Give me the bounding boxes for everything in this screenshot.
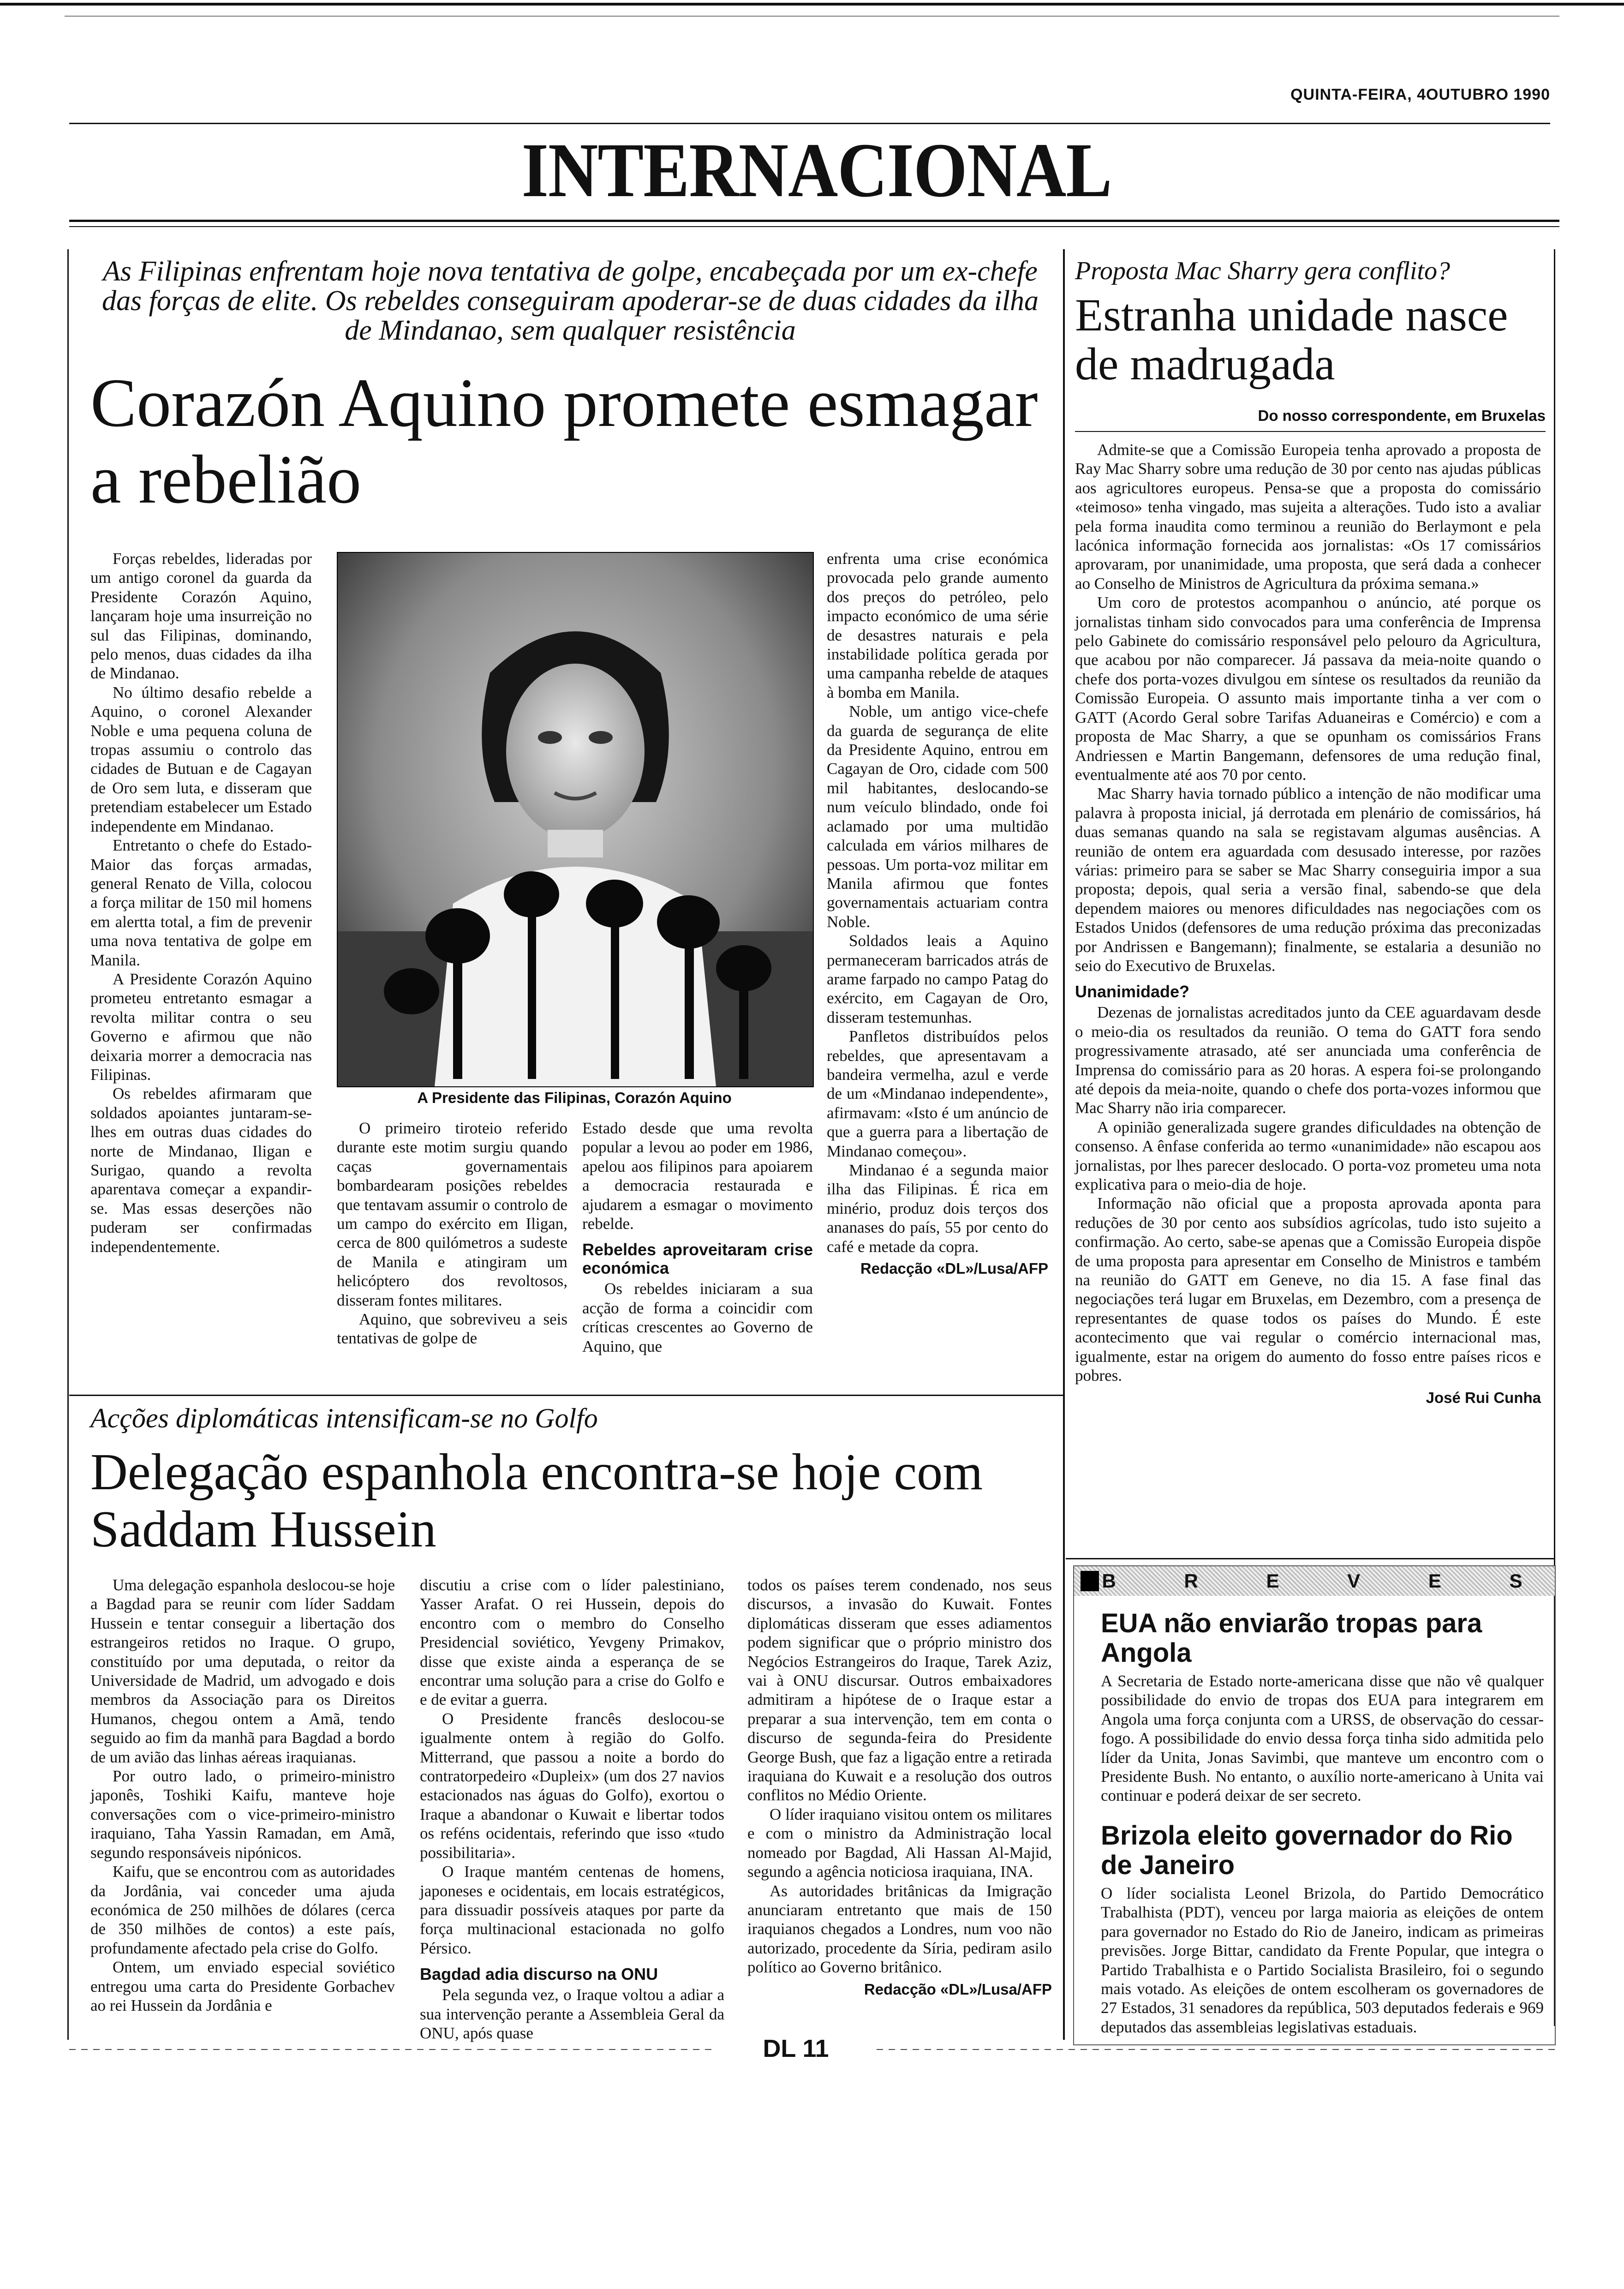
right-bottom-rule: [1066, 1558, 1555, 1559]
second-headline: Delegação espanhola encontra-se hoje com Saddam Hussein: [90, 1444, 983, 1558]
paragraph: Kaifu, que se encontrou com as autoridades da Jordânia, vai conceder uma ajuda económica de 250 milhões de dólares (cerca de 350 milhões de contos) a este país, profundamente afectado pela crise do Golfo.: [90, 1863, 395, 1957]
breves-item: [1101, 1821, 1544, 2037]
paragraph: Noble, um antigo vice-chefe da guarda de segurança de elite da Presidente Aquino, entrou em Cagayan de Oro, cidade com 500 mil habitantes, deslocando-se num veículo blindado, onde foi aclamado por uma multidão calculada em vários milhares de pessoas. Um porta-voz militar em Manila afirmou que fontes governamentais actuariam contra Noble.: [827, 702, 1048, 931]
paragraph: Pela segunda vez, o Iraque voltou a adiar a sua intervenção perante a Assembleia Geral da ONU, após quase: [420, 1986, 724, 2042]
second-column-2: [420, 1576, 724, 2043]
lead-bottom-rule: [69, 1395, 1064, 1396]
brief-title: EUA não enviarão tropas para Angola: [1101, 1608, 1482, 1668]
paragraph: O primeiro tiroteio referido durante este motim surgiu quando caças governamentais bombardearam posições rebeldes que tentavam assumir o controlo de um campo do exército em Iligan, cerca de 800 quilómetros a sudeste de Manila e atingiram um helicóptero dos revoltosos, disseram fontes militares.: [337, 1119, 567, 1309]
right-kicker: Proposta Mac Sharry gera conflito?: [1075, 257, 1450, 285]
brief-text: A Secretaria de Estado norte-americana disse que não vê qualquer possibilidade do envio de tropas dos EUA para integrarem em Angola uma força conjunta com a URSS, de observação do cessar-fogo. A possibilidade do envio dessa força tinha sido admitida pelo líder da Unita, Jonas Savimbi, que manteve um encontro com o Presidente Bush. No entanto, o auxílio norte-americano à Unita vai continuar e poderá deixar de ser secreto.: [1101, 1672, 1544, 1805]
left-border: [67, 249, 69, 2040]
paragraph: A opinião generalizada sugere grandes dificuldades na obtenção de consenso. A ênfase conferida ao termo «unanimidade» não escapou aos jornalistas, por lhes parecer deslocado. O porta-voz prometeu uma nota explicativa para o meio-dia de hoje.: [1075, 1118, 1541, 1194]
brief-text: O líder socialista Leonel Brizola, do Partido Democrático Trabalhista (PDT), venceu por larga maioria as eleições de ontem para governador no Estado do Rio de Janeiro, indicam as primeiras previsões. Jorge Bittar, candidato da Frente Popular, que integra o Partido Trabalhista e o Partido Socialista Brasileiro, foi o segundo mais votado. As eleições de ontem escolheram os governadores de 27 Estados, 31 senadores da república, 503 deputados federais e 969 deputados das assembleias legislativas estaduais.: [1101, 1884, 1544, 2036]
aquino-photo-image: [338, 553, 813, 1086]
section-rule-top: [69, 220, 1559, 222]
paragraph: As autoridades britânicas da Imigração anunciaram entretanto que mais de 150 iraquianos chegados a Londres, num voo não autorizado, procedente da Síria, pediram asilo político ao Governo britânico.: [747, 1882, 1052, 1977]
paragraph: Ontem, um enviado especial soviético entregou uma carta do Presidente Gorbachev ao rei Hussein da Jordânia e: [90, 1958, 395, 2014]
right-byline: Do nosso correspondente, em Bruxelas: [1258, 407, 1546, 424]
breves-banner: [1074, 1566, 1555, 1596]
paragraph: Panfletos distribuídos pelos rebeldes, que apresentavam a bandeira vermelha, azul e verde de um «Mindanao independente», afirmavam: «Isto é um anúncio de que a guerra para a libertação de Mindanao começou».: [827, 1027, 1048, 1160]
header-rule: [69, 123, 1550, 124]
section-title: INTERNACIONAL: [521, 127, 1112, 213]
aquino-photo: [337, 552, 814, 1087]
breves-box: [1073, 1565, 1556, 2045]
paragraph: Informação não oficial que a proposta aprovada aponta para reduções de 30 por cento aos subsídios agrícolas, tudo isto sujeito a confirmação. Ao certo, sabe-se apenas que a Comissão Europeia dispõe de uma proposta para apresentar em Conselho de Ministros e também na reunião do GATT em Geneve, no dia 15. A fase final das negociações terá lugar em Bruxelas, em Dezembro, com a presença de representantes de quase todos os países do Mundo. É este acontecimento que vai regular o comércio internacional mas, igualmente, estar na origem do aumento do fosso entre países ricos e pobres.: [1075, 1194, 1541, 1385]
paragraph: Entretanto o chefe do Estado-Maior das forças armadas, general Renato de Villa, colocou a força militar de 150 mil homens em alertta total, a fim de prevenir uma nova tentativa de golpe em Manila.: [90, 836, 312, 969]
breves-label: B R E V E S: [1102, 1570, 1554, 1592]
lead-column-1: [90, 549, 312, 1256]
lead-column-4: [827, 549, 1048, 1278]
second-subhead: Bagdad adia discurso na ONU: [420, 1965, 658, 1984]
top-rule: [0, 3, 1624, 6]
breves-item: [1101, 1609, 1544, 1805]
header-date: QUINTA-FEIRA, 4OUTUBRO 1990: [1290, 86, 1550, 103]
paragraph: discutiu a crise com o líder palestiniano, Yasser Arafat. O rei Hussein, depois do encontro com o membro do Conselho Presidencial soviético, Yevgeny Primakov, disse que existe ainda a esperança de se encontrar uma solução para a crise do Golfo e e de evitar a guerra.: [420, 1576, 724, 1709]
photo-caption: A Presidente das Filipinas, Corazón Aquino: [417, 1089, 732, 1106]
lead-kicker: As Filipinas enfrentam hoje nova tentativa de golpe, encabeçada por um ex-chefe das forças de elite. Os rebeldes conseguiram apoderar-se de duas cidades da ilha de Mindanao, sem qualquer resistência: [102, 256, 1039, 346]
footer-rule-left: [69, 2049, 715, 2050]
second-kicker: Acções diplomáticas intensificam-se no Golfo: [90, 1403, 598, 1433]
paragraph: todos os países terem condenado, nos seus discursos, a invasão do Kuwait. Fontes diplomáticas disseram que esses adiamentos podem significar que o próprio ministro dos Negócios Estrangeiros do Iraque, Tarek Aziz, vai à ONU discursar. Outros embaixadores admitiram a hipótese de o Iraque estar a preparar a sua intervenção, tem em conta o discurso de segunda-feira do Presidente George Bush, que faz a ligação entre a retirada iraquiana do Kuwait e a resolução dos outros conflitos no Médio Oriente.: [747, 1576, 1052, 1804]
breves-marker: [1081, 1571, 1099, 1591]
lead-column-2: [337, 1119, 567, 1348]
right-author: José Rui Cunha: [1426, 1389, 1541, 1406]
paragraph: Mac Sharry havia tornado público a intenção de não modificar uma palavra à proposta inicial, já derrotada em plenário de comissários, há duas semanas quando na sala se registavam algumas ausências. A reunião de ontem era aguardada com desusado interesse, por razões várias: primeiro para se saber se Mac Sharry conseguiria impor a sua proposta; depois, qual seria a versão final, sabendo-se que dela dependem maiores ou menores dificuldades nas negociações com os Estados Unidos (defensores de uma redução próxima das preconizadas por Andrissen e Bangemann); finalmente, se estalaria a desunião no seio do Executivo de Bruxelas.: [1075, 785, 1541, 975]
paragraph: Um coro de protestos acompanhou o anúncio, até porque os jornalistas tinham sido convocados para uma conferência de Imprensa pelo Gabinete do comissário responsável pelo pelouro da Agricultura, que acabou por não comparecer. Já passava da meia-noite quando o chefe dos porta-vozes divulgou em síntese os resultados da reunião da Comissão Europeia. O assunto mais importante tinha a ver com o GATT (Acordo Geral sobre Tarifas Aduaneiras e Comércio) e com a proposta de Mac Sharry, a que se opunham os comissários Frans Andriessen e Martin Bangemann, defensores de uma redução final, eventualmente até aos 70 por cento.: [1075, 593, 1541, 784]
paragraph: A Presidente Corazón Aquino prometeu entretanto esmagar a revolta militar contra o seu Governo e afirmou que não deixaria morrer a democracia nas Filipinas.: [90, 970, 312, 1084]
section-rule-bottom: [69, 226, 1559, 227]
right-byline-rule: [1075, 431, 1546, 432]
lead-subhead: Rebeldes aproveitaram crise económica: [582, 1240, 813, 1278]
second-column-3: [747, 1576, 1052, 1999]
paragraph: Dezenas de jornalistas acreditados junto da CEE aguardavam desde o meio-dia os resultados da reunião. O tema do GATT fora sendo progressivamente atrasado, até ser anunciada uma conferência de Imprensa do comissário para as 20 horas. A espera foi-se prolongando até depois da meia-noite, quando o chefe dos porta-vozes informou que Mac Sharry não iria comparecer.: [1075, 1003, 1541, 1117]
paragraph: O líder iraquiano visitou ontem os militares e com o ministro da Administração local nomeado por Bagdad, Ali Hassan Al-Majid, segundo a agência noticiosa iraquiana, INA.: [747, 1805, 1052, 1881]
lead-column-3: [582, 1119, 813, 1356]
second-column-1: [90, 1576, 395, 2015]
paragraph: No último desafio rebelde a Aquino, o coronel Alexander Noble e uma pequena coluna de tropas assumiu o controlo das cidades de Butuan e de Cagayan de Oro sem luta, e disseram que pretendiam estabelecer um Estado independente em Mindanao.: [90, 683, 312, 835]
lead-credit: Redacção «DL»/Lusa/AFP: [860, 1260, 1048, 1277]
brief-title: Brizola eleito governador do Rio de Janeiro: [1101, 1821, 1513, 1880]
right-subhead: Unanimidade?: [1075, 982, 1190, 1001]
paragraph: O Presidente francês deslocou-se igualmente ontem à região do Golfo. Mitterrand, que passou a noite a bordo do contratorpedeiro «Dupleix» (um dos 27 navios estacionados nas águas do Golfo), exortou o Iraque a abandonar o Kuwait e libertar todos os reféns ocidentais, referindo que isso «tudo possibilitaria».: [420, 1709, 724, 1862]
lead-headline: Corazón Aquino promete esmagar a rebelião: [90, 365, 1038, 518]
right-headline: Estranha unidade nasce de madrugada: [1075, 289, 1508, 389]
paragraph: Admite-se que a Comissão Europeia tenha aprovado a proposta de Ray Mac Sharry sobre uma redução de 30 por cento nas ajudas públicas aos agricultores europeus. Pensa-se que a proposta do comissário «teimoso» tenha vingado, mas sujeita a alterações. Tudo isto a avaliar pela forma inaudita como terminou a reunião do Berlaymont e pela lacónica informação fornecida aos jornalistas: «Os 17 comissários aprovaram, por unanimidade, uma proposta, que será dada a conhecer ao Conselho de Ministros de Agricultura da próxima semana.»: [1075, 441, 1541, 593]
paragraph: Os rebeldes afirmaram que soldados apoiantes juntaram-se-lhes em outras duas cidades do norte de Mindanao, Iligan e Surigao, quando a revolta aparentava começar a expandir-se. Mas essas deserções não puderam ser confirmadas independentemente.: [90, 1085, 312, 1256]
main-vertical-rule: [1063, 249, 1065, 2040]
footer-rule-right: [877, 2049, 1555, 2050]
right-body: [1075, 440, 1541, 1407]
page-mark: DL 11: [763, 2035, 829, 2062]
paragraph: Soldados leais a Aquino permaneceram barricados atrás de arame farpado no campo Patag do exército, em Cagayan de Oro, disseram testemunhas.: [827, 932, 1048, 1026]
paragraph: Por outro lado, o primeiro-ministro japonês, Toshiki Kaifu, manteve hoje conversações com o vice-primeiro-ministro iraquiano, Taha Yassin Ramadan, em Amã, segundo responsáveis nipónicos.: [90, 1767, 395, 1862]
paragraph: Estado desde que uma revolta popular a levou ao poder em 1986, apelou aos filipinos para apoiarem a democracia restaurada e ajudarem a esmagar o movimento rebelde.: [582, 1119, 813, 1233]
top-rule-thin: [65, 16, 1559, 17]
paragraph: Os rebeldes iniciaram a sua acção de forma a coincidir com críticas crescentes ao Governo de Aquino, que: [582, 1280, 813, 1355]
paragraph: Forças rebeldes, lideradas por um antigo coronel da guarda da Presidente Corazón Aquino, lançaram hoje uma insurreição no sul das Filipinas, dominando, pelo menos, duas cidades da ilha de Mindanao.: [90, 550, 312, 683]
paragraph: Aquino, que sobreviveu a seis tentativas de golpe de: [337, 1310, 567, 1348]
second-credit: Redacção «DL»/Lusa/AFP: [864, 1980, 1052, 1998]
paragraph: Mindanao é a segunda maior ilha das Filipinas. É rica em minério, produz dois terços dos ananases do país, 55 por cento do café e metade da copra.: [827, 1161, 1048, 1256]
paragraph: O Iraque mantém centenas de homens, japoneses e ocidentais, em locais estratégicos, para dissuadir possíveis ataques por parte da força multinacional estacionada no golfo Pérsico.: [420, 1863, 724, 1957]
paragraph: Uma delegação espanhola deslocou-se hoje a Bagdad para se reunir com líder Saddam Hussein e tentar conseguir a libertação dos estrangeiros retidos no Iraque. O grupo, constituído por uma deputada, o reitor da Universidade de Madrid, um advogado e dois membros da Associação para os Direitos Humanos, chegou ontem a Amã, tendo seguido ao fim da manhã para Bagdad a bordo de um avião das linhas aéreas iraquianas.: [90, 1576, 395, 1766]
paragraph: enfrenta uma crise económica provocada pelo grande aumento dos preços do petróleo, pelo impacto económico de uma série de desastres naturais e pela instabilidade política gerada por uma campanha rebelde de ataques à bomba em Manila.: [827, 550, 1048, 701]
